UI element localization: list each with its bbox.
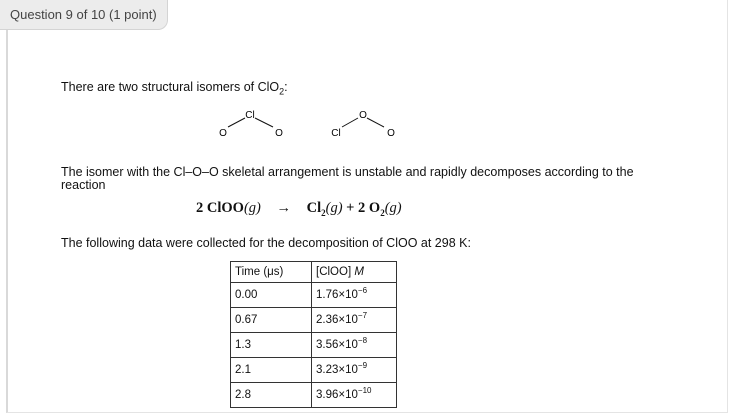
concentration-exponent: −6: [357, 286, 368, 295]
reactant-state: (g): [243, 200, 261, 216]
concentration-cell: [312, 333, 397, 358]
plus-sign: +: [346, 200, 355, 216]
table-row: [231, 308, 397, 333]
isomer-2-center-atom: O: [359, 110, 367, 121]
product2-subscript: 2: [380, 207, 385, 218]
product1-subscript: 2: [321, 207, 326, 218]
table-row: [231, 358, 397, 383]
concentration-column-header: [312, 262, 397, 283]
isomer-2-structure: [331, 110, 395, 139]
reactant-coefficient: 2: [196, 200, 204, 216]
intro-colon: :: [284, 80, 288, 94]
isomer-2-left-atom: Cl: [331, 128, 341, 139]
data-intro-text: The following data were collected for the decomposition of ClOO at 298 K:: [61, 236, 471, 250]
product2-state: (g): [384, 200, 402, 216]
reactant-formula: ClOO: [206, 200, 244, 216]
isomer-2-right-atom: O: [387, 128, 395, 139]
concentration-cell: [312, 308, 397, 333]
product2-coefficient: 2: [358, 200, 366, 216]
reaction-equation: [196, 200, 402, 218]
reaction-arrow-icon: →: [276, 200, 291, 216]
concentration-mantissa: 1.76×10: [316, 289, 358, 301]
concentration-mantissa: 3.23×10: [316, 364, 358, 376]
time-cell: 1.3: [231, 333, 312, 358]
product1-formula: Cl: [306, 200, 322, 216]
decomposition-data-table: [230, 261, 397, 408]
isomer-1-left-atom: O: [219, 128, 227, 139]
time-cell: 0.00: [231, 283, 312, 308]
table-row: [231, 283, 397, 308]
table-row: [231, 333, 397, 358]
concentration-cell: [312, 383, 397, 408]
isomer-structures: [215, 106, 415, 142]
table-row: [231, 383, 397, 408]
concentration-exponent: −9: [357, 361, 368, 370]
question-header-tab: [0, 0, 168, 30]
isomer-1-center-atom: Cl: [245, 110, 255, 121]
time-cell: 0.67: [231, 308, 312, 333]
concentration-header-label: [ClOO]: [316, 266, 355, 278]
reaction-description: The isomer with the Cl–O–O skeletal arrangement is unstable and rapidly decomposes according to the reaction: [61, 165, 634, 192]
time-column-header: Time (μs): [231, 262, 312, 283]
concentration-cell: [312, 358, 397, 383]
concentration-unit: M: [354, 266, 364, 278]
concentration-exponent: −10: [357, 386, 372, 395]
table-header-row: [231, 262, 397, 283]
concentration-exponent: −7: [357, 311, 368, 320]
isomer-1-structure: [219, 110, 283, 139]
isomer-1-right-atom: O: [275, 128, 283, 139]
time-cell: 2.8: [231, 383, 312, 408]
question-label: Question 9 of 10 (1 point): [10, 7, 157, 22]
intro-text-main: There are two structural isomers of ClO: [61, 80, 280, 94]
product1-state: (g): [325, 200, 343, 216]
concentration-mantissa: 2.36×10: [316, 314, 358, 326]
concentration-cell: [312, 283, 397, 308]
concentration-mantissa: 3.56×10: [316, 339, 358, 351]
time-cell: 2.1: [231, 358, 312, 383]
concentration-exponent: −8: [357, 336, 368, 345]
intro-subscript: 2: [279, 86, 285, 97]
intro-text: [61, 80, 288, 97]
product2-formula: O: [368, 200, 381, 216]
concentration-mantissa: 3.96×10: [316, 389, 358, 401]
